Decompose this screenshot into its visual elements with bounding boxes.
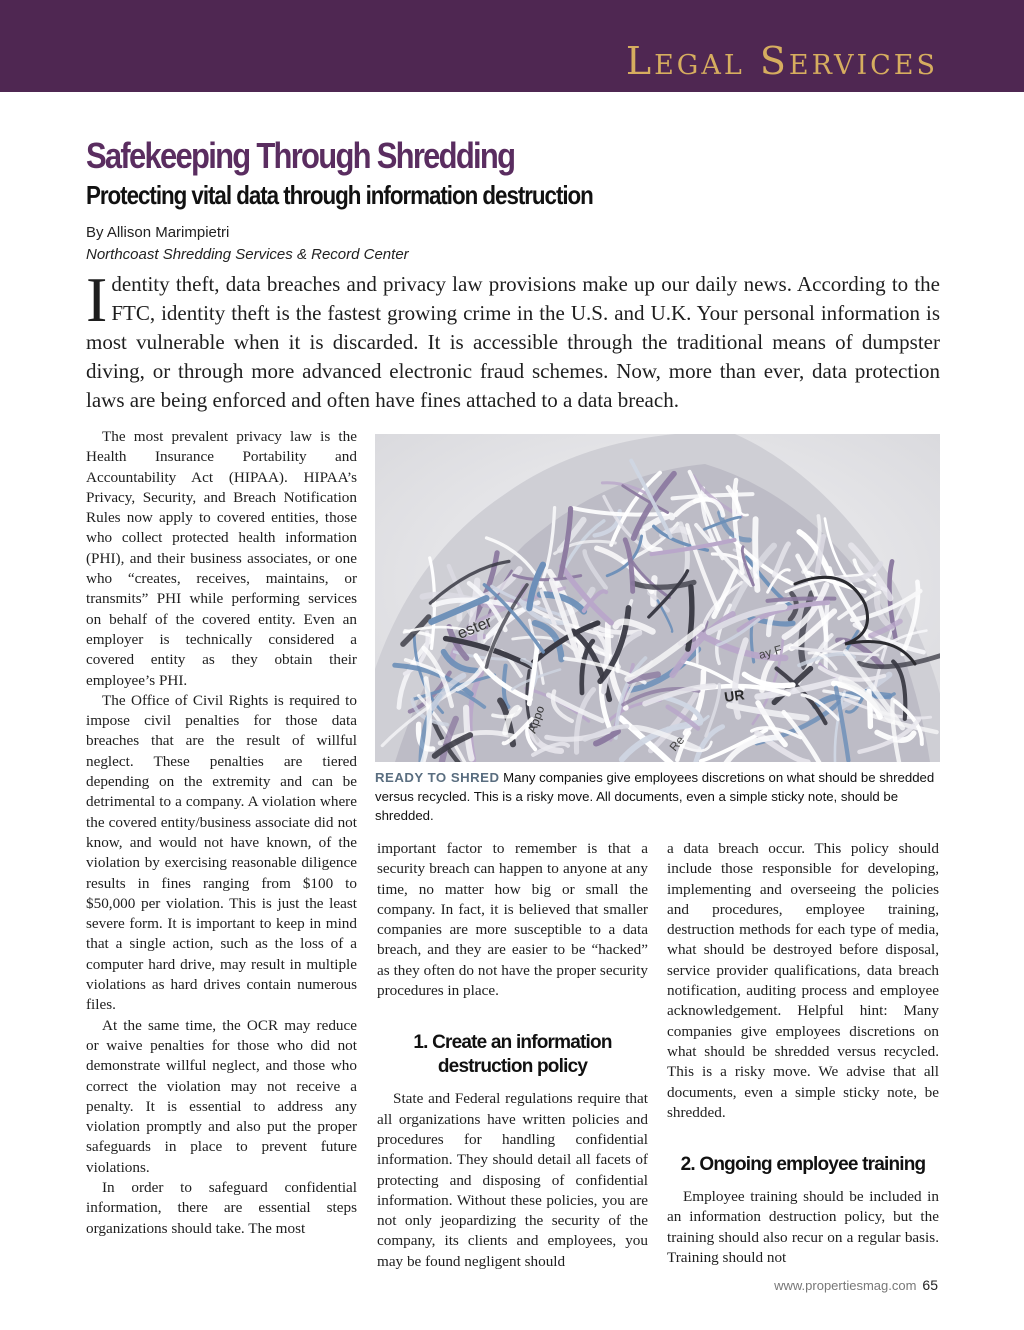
header-band: [0, 0, 1024, 92]
section-heading-1: [377, 1031, 648, 1079]
section-heading-2: 2. Ongoing employee training: [680, 1154, 926, 1176]
footer-url[interactable]: www.propertiesmag.com: [774, 1278, 917, 1293]
page-footer: [774, 1277, 938, 1293]
section-label: Legal Services: [625, 39, 938, 83]
strip-label: ester: [455, 613, 495, 643]
drop-cap: I: [86, 264, 108, 335]
photo-caption: [375, 768, 940, 825]
strip-label: Appo: [524, 703, 548, 736]
shredded-paper-photo: [375, 434, 940, 762]
body-paragraph: In order to safeguard confidential information, there are essential steps organizations should take. The most: [86, 1178, 357, 1237]
section-heading-1-line-2: destruction policy: [437, 1056, 588, 1078]
lead-text: dentity theft, data breaches and privacy law provisions make up our daily news. According to the FTC, identity theft is the fastest growing crime in the U.S. and U.K. Your personal information is most vulnerable when it is discarded. It is accessible through the traditional means of dumpster diving, or through more advanced electronic fraud schemes. Now, more than ever, data protection laws are being enforced and often have fines attached to a data breach.: [86, 272, 940, 412]
article-subtitle: Protecting vital data through information destruction: [86, 180, 593, 210]
article-title: Safekeeping Through Shredding: [86, 135, 515, 176]
body-paragraph: important factor to remember is that a security breach can happen to anyone at any time, no matter how big or small the company. In fact, it is believed that smaller companies are more susceptible to a data breach, and they are easier to be “hacked” as they often do not have the proper security procedures in place.: [377, 840, 648, 1000]
body-paragraph: At the same time, the OCR may reduce or waive penalties for those who did not demonstrate willful neglect, and those who correct the violation may not receive a penalty. It is essential to address any violation promptly and also put the proper safeguards in place to prevent future violations.: [86, 1016, 357, 1176]
body-paragraph: State and Federal regulations require that all organizations have written policies and procedures for handling confidential information. They should detail all facets of protecting and disposing of confidential information. Without these policies, you are not only jeopardizing the security of the company, its clients and employees, you may be found negligent should: [377, 1090, 648, 1270]
lead-paragraph: [86, 264, 940, 415]
section-heading-1-line-1: 1. Create an information: [413, 1032, 612, 1054]
body-paragraph: a data breach occur. This policy should include those responsible for developing, implementing and overseeing the policies and procedures, employee training, destruction methods for each type of media, what should be destroyed before disposal, service provider qualifications, data breach notification, auditing process and employee acknowledgement. Helpful hint: Many companies give employees discretions on what should be shredded versus recycled. This is a risky move. We advise that all documents, even a simple sticky note, be shredded.: [667, 840, 939, 1121]
strip-label: Re: [666, 733, 688, 754]
caption-lead: READY TO SHRED: [375, 770, 500, 785]
byline: By Allison Marimpietri: [86, 224, 230, 241]
body-paragraph: The Office of Civil Rights is required to impose civil penalties for those data breaches that are the result of willful neglect. These penalties are tiered depending on the extremity and can be detrimental to a company. A violation where the covered entity/business associate did not know, and would not have known, of the violation by exercising reasonable diligence results in fines ranging from $100 to $50,000 per violation. This is just the least severe form. It is important to keep in mind that a single action, such as the loss of a computer hard drive, may result in multiple violations as hard drives contain numerous files.: [86, 691, 357, 1014]
caption-text: Many companies give employees discretions on what should be shredded versus recycled. This is a risky move. All documents, even a simple sticky note, should be shredded.: [375, 770, 935, 823]
author-affiliation: Northcoast Shredding Services & Record Center: [86, 246, 409, 263]
column-1: [86, 427, 357, 1239]
column-3: [667, 839, 939, 1268]
strip-label: ay F: [757, 642, 784, 662]
page-number: 65: [922, 1277, 938, 1293]
body-paragraph: Employee training should be included in an information destruction policy, but the training should also recur on a regular basis. Training should not: [667, 1188, 939, 1267]
paper-strip: [755, 519, 757, 590]
strip-label: UR: [723, 686, 746, 705]
body-paragraph: The most prevalent privacy law is the Health Insurance Portability and Accountability Act (HIPAA). HIPAA’s Privacy, Security, and Breach Notification Rules now apply to covered entities, those who collect protected health information (PHI), and their business associates, or one who “creates, receives, maintains, or transmits” PHI while performing services on behalf of the covered entity. Even an employer is technically considered a covered entity as they obtain their employee’s PHI.: [86, 428, 357, 689]
column-2: [377, 839, 648, 1272]
